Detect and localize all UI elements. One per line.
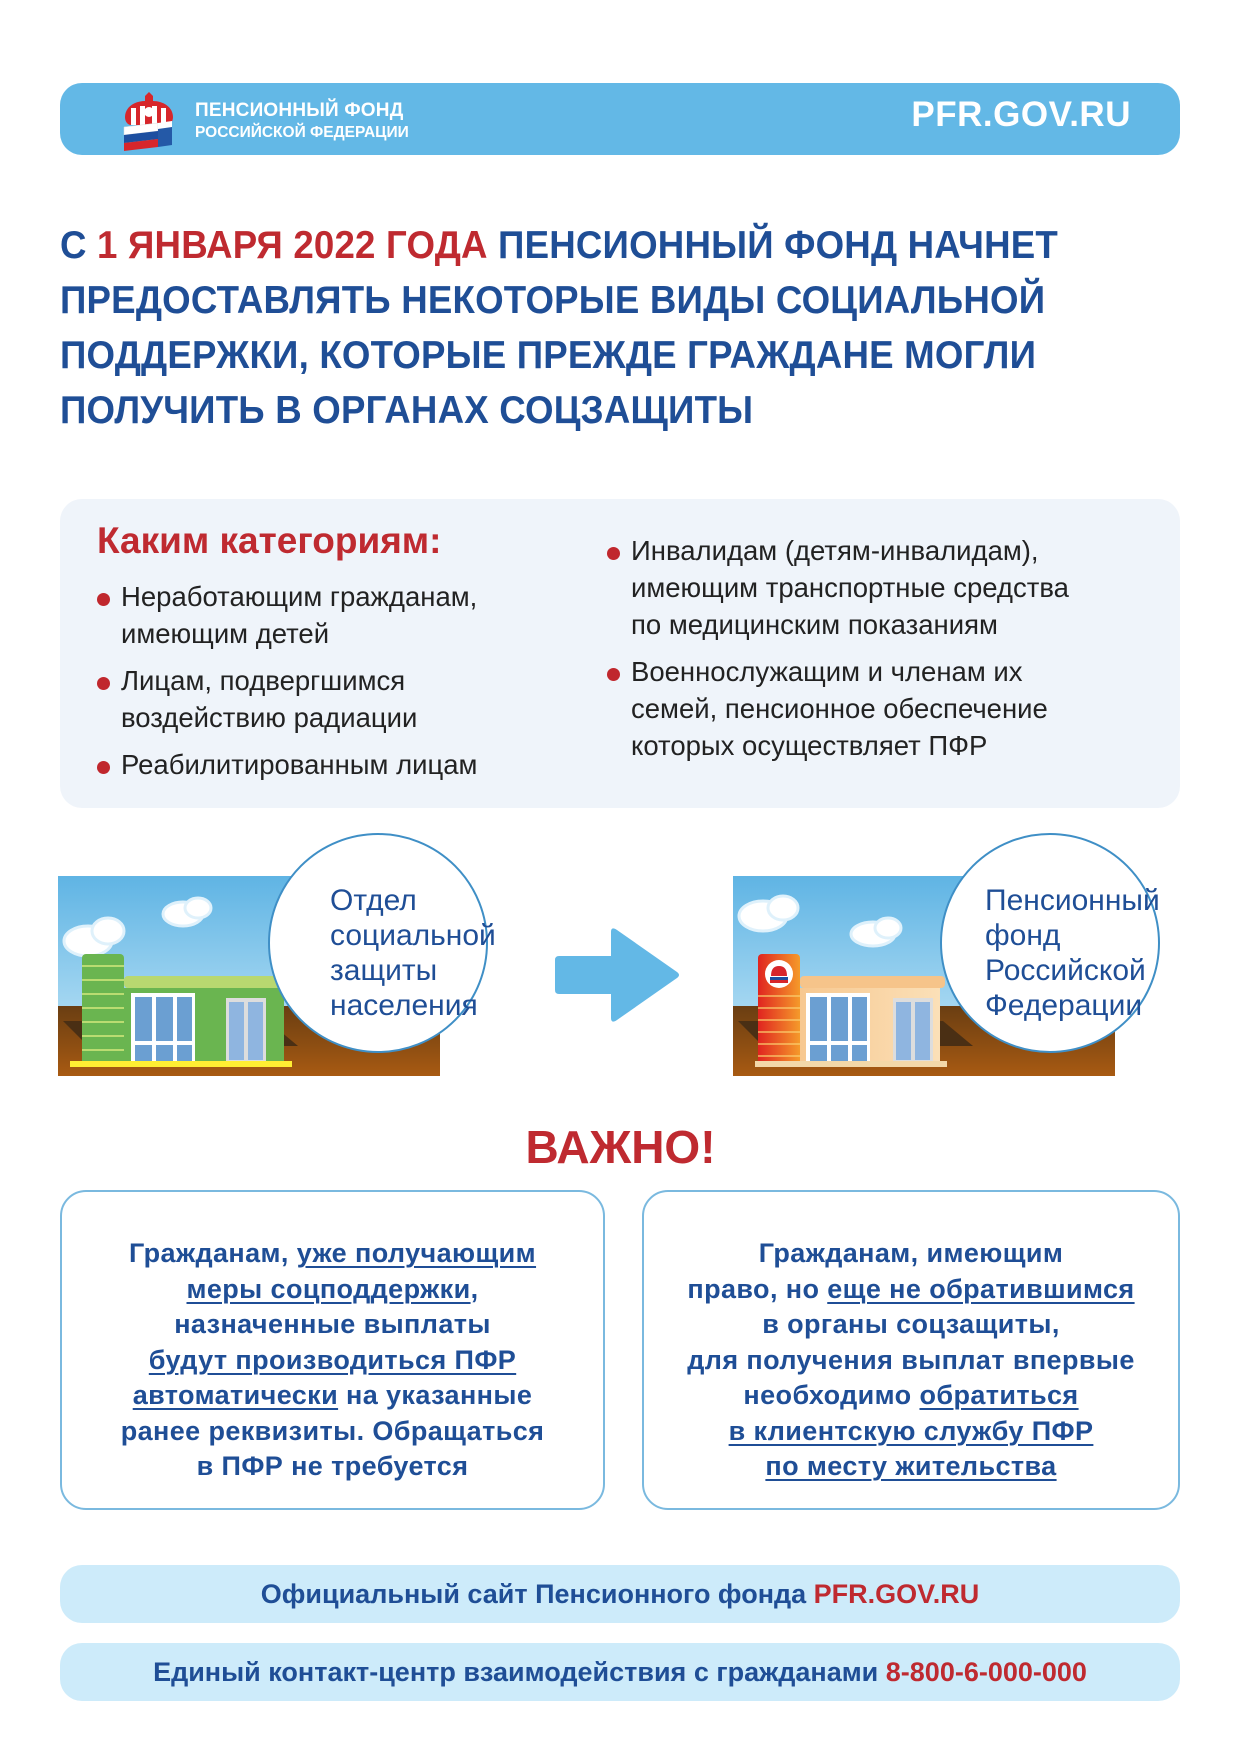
bullet-icon: [607, 668, 620, 681]
title-line: ПОДДЕРЖКИ, КОТОРЫЕ ПРЕЖДЕ ГРАЖДАНЕ МОГЛИ: [60, 334, 1037, 377]
category-item: Инвалидам (детям-инвалидам), имеющим транспортные средства по медицинским показаниям: [607, 532, 1147, 643]
bullet-icon: [97, 677, 110, 690]
category-item: Неработающим гражданам, имеющим детей: [97, 578, 557, 652]
arrow-right-icon: [555, 928, 681, 1026]
category-item: Реабилитированным лицам: [97, 746, 557, 783]
bullet-icon: [97, 761, 110, 774]
info-box-new-applicants: [642, 1190, 1180, 1510]
bullet-icon: [97, 593, 110, 606]
from-agency-label: Отдел социальной защиты населения: [330, 884, 496, 1022]
org-name: [195, 99, 409, 142]
official-site-banner: [60, 1565, 1180, 1623]
title-block: [60, 218, 1122, 438]
categories-heading: Каким категориям:: [97, 520, 442, 561]
info-box-text: Гражданам, уже получающим меры соцподдержки, назначенные выплаты будут производиться ПФР автоматически на указанные ранее реквизиты. Обращаться в ПФР не требуется: [120, 1238, 545, 1481]
contact-center-banner: [60, 1643, 1180, 1701]
title-line: ПРЕДОСТАВЛЯТЬ НЕКОТОРЫЕ ВИДЫ СОЦИАЛЬНОЙ: [60, 279, 1046, 322]
bullet-icon: [607, 547, 620, 560]
header-site-link[interactable]: PFR.GOV.RU: [911, 95, 1131, 134]
category-item: Лицам, подвергшимся воздействию радиации: [97, 662, 557, 736]
categories-list-right: [607, 532, 1147, 774]
categories-list-left: [97, 578, 557, 793]
org-name-line1: ПЕНСИОННЫЙ ФОНД: [195, 100, 404, 121]
important-heading: ВАЖНО!: [525, 1121, 716, 1173]
to-agency-label: Пенсионный фонд Российской Федерации: [985, 884, 1160, 1022]
contact-center-phone[interactable]: 8-800-6-000-000: [885, 1657, 1087, 1687]
info-box-text: Гражданам, имеющим право, но еще не обратившимся в органы соцзащиты, для получения выплат впервые необходимо обратиться в клиентскую службу ПФР по месту жительства: [687, 1238, 1135, 1481]
info-box-existing-recipients: [60, 1190, 605, 1510]
org-name-line2: РОССИЙСКОЙ ФЕДЕРАЦИИ: [195, 123, 409, 141]
title-date-highlight: 1 ЯНВАРЯ 2022 ГОДА: [97, 224, 488, 267]
category-item: Военнослужащим и членам их семей, пенсионное обеспечение которых осуществляет ПФР: [607, 653, 1147, 764]
official-site-link[interactable]: PFR.GOV.RU: [813, 1579, 980, 1609]
official-site-label: Официальный сайт Пенсионного фонда: [260, 1579, 814, 1609]
contact-center-label: Единый контакт-центр взаимодействия с гражданами: [153, 1657, 886, 1687]
title-line: С 1 ЯНВАРЯ 2022 ГОДА ПЕНСИОННЫЙ ФОНД НАЧНЕТ: [60, 224, 1059, 267]
title-line: ПОЛУЧИТЬ В ОРГАНАХ СОЦЗАЩИТЫ: [60, 389, 754, 432]
pfr-logo-icon: [118, 90, 180, 152]
